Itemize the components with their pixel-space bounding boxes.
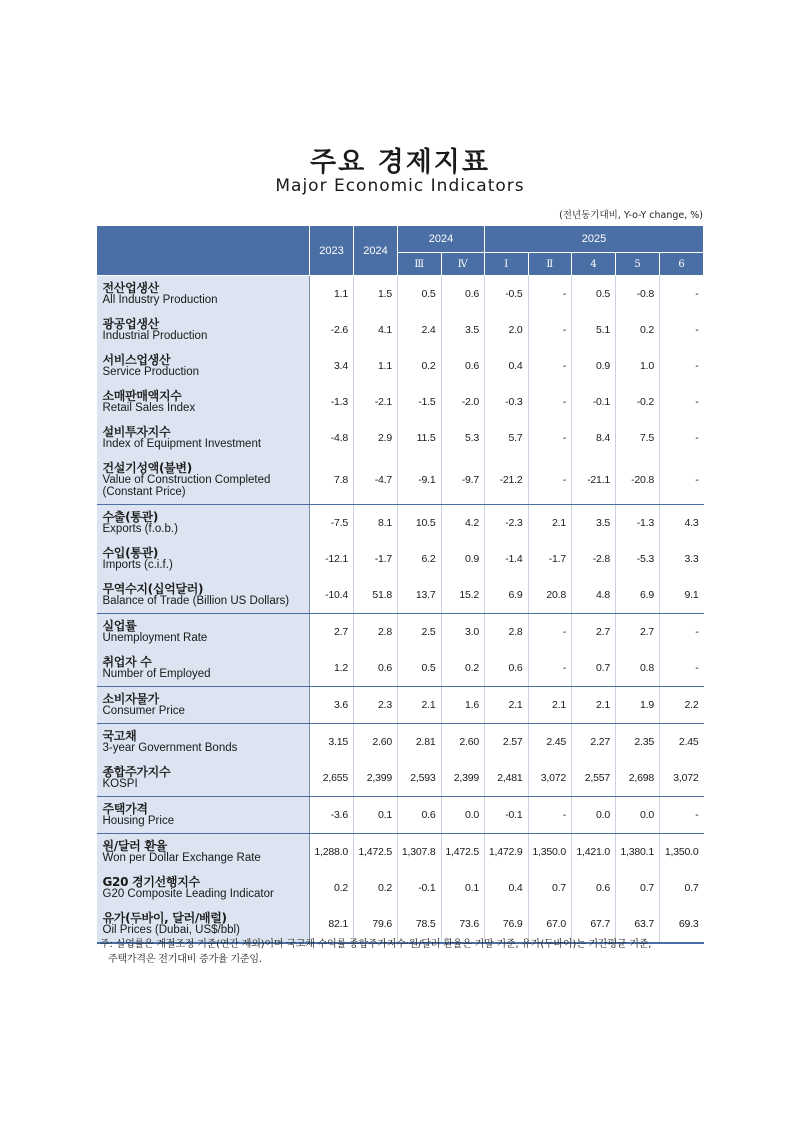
value-cell: 2.9	[354, 420, 398, 456]
value-cell: -2.8	[572, 541, 616, 577]
value-cell: -	[528, 797, 572, 834]
header-2025-m5: 5	[616, 253, 660, 276]
value-cell: -	[695, 396, 699, 408]
row-label-english: Housing Price	[102, 815, 175, 828]
value-cell: 20.8	[528, 577, 572, 614]
value-cell: 2.8	[485, 614, 529, 651]
row-label	[97, 687, 310, 724]
value-cell: -2.3	[485, 505, 529, 542]
value-cell: 0.7	[684, 882, 699, 894]
header-label-corner	[97, 226, 310, 276]
value-cell: 1.2	[310, 650, 354, 687]
value-cell: 0.9	[441, 541, 485, 577]
value-cell: 0.7	[528, 870, 572, 906]
value-cell: -12.1	[310, 541, 354, 577]
value-cell: 0.5	[398, 650, 442, 687]
value-cell: 2.3	[354, 687, 398, 724]
row-label-english: Retail Sales Index	[102, 402, 196, 415]
value-cell: -5.3	[616, 541, 660, 577]
value-cell: 15.2	[441, 577, 485, 614]
value-cell: 2,557	[572, 760, 616, 797]
row-label-korean: 광공업생산	[102, 316, 159, 331]
value-cell: 69.3	[660, 906, 704, 943]
value-cell: 2.45	[678, 736, 699, 748]
value-cell: -20.8	[616, 456, 660, 505]
value-cell: 1,350.0	[664, 846, 699, 858]
value-cell: 3.15	[310, 724, 354, 761]
value-cell: 2,593	[398, 760, 442, 797]
value-cell: 2,698	[616, 760, 660, 797]
row-label	[97, 541, 310, 577]
row-label-korean: 서비스업생산	[102, 352, 171, 367]
value-cell: -1.7	[354, 541, 398, 577]
value-cell: -	[528, 348, 572, 384]
footnote	[100, 937, 712, 967]
value-cell: 2.2	[660, 687, 704, 724]
row-label	[97, 505, 310, 542]
row-label-korean: 유가(두바이, 달러/배럴)	[102, 910, 227, 925]
value-cell: 0.5	[572, 276, 616, 313]
table-row	[97, 870, 704, 906]
value-cell: -	[528, 384, 572, 420]
value-cell: -	[695, 360, 699, 372]
page-title: 주요 경제지표	[310, 147, 490, 178]
value-cell: 3.5	[572, 505, 616, 542]
row-label	[97, 760, 310, 797]
value-cell: 2.7	[572, 614, 616, 651]
value-cell: -0.2	[616, 384, 660, 420]
value-cell: -0.5	[485, 276, 529, 313]
value-cell: -9.1	[398, 456, 442, 505]
row-label	[97, 614, 310, 651]
value-cell: -	[695, 324, 699, 336]
value-cell: -	[660, 456, 704, 505]
value-cell: -2.1	[354, 384, 398, 420]
value-cell: 76.9	[485, 906, 529, 943]
table-row	[97, 577, 704, 614]
value-cell: 3.4	[310, 348, 354, 384]
row-label-english-cont: (Constant Price)	[102, 486, 186, 499]
table-row	[97, 760, 704, 797]
row-label-english: Won per Dollar Exchange Rate	[102, 852, 261, 865]
unit-note: (전년동기대비, Y-o-Y change, %)	[559, 210, 703, 221]
value-cell: 0.0	[616, 797, 660, 834]
header-2024-q4: Ⅳ	[441, 253, 485, 276]
row-label-korean: 설비투자지수	[102, 424, 171, 439]
value-cell: -0.3	[485, 384, 529, 420]
value-cell: 3,072	[660, 760, 704, 797]
row-label-english: All Industry Production	[102, 294, 218, 307]
value-cell: 3.3	[684, 553, 699, 565]
value-cell: 0.5	[398, 276, 442, 313]
header-2025-m6: 6	[660, 253, 704, 276]
value-cell: 0.0	[572, 797, 616, 834]
value-cell: 5.1	[572, 312, 616, 348]
value-cell: 1,472.9	[485, 834, 529, 871]
row-label	[97, 420, 310, 456]
value-cell: -3.6	[310, 797, 354, 834]
value-cell: 11.5	[398, 420, 442, 456]
row-label-english: KOSPI	[102, 778, 138, 791]
value-cell: 6.9	[616, 577, 660, 614]
value-cell: 3.6	[310, 687, 354, 724]
row-label	[97, 577, 310, 614]
value-cell: 7.5	[616, 420, 660, 456]
value-cell: -	[695, 288, 699, 300]
row-label	[97, 834, 310, 871]
value-cell: 2.8	[354, 614, 398, 651]
value-cell: -0.8	[616, 276, 660, 313]
value-cell: 2.1	[398, 687, 442, 724]
row-label-korean: 실업률	[102, 618, 137, 633]
header-2025-q2: Ⅱ	[528, 253, 572, 276]
value-cell: 0.6	[398, 797, 442, 834]
value-cell: -2.0	[441, 384, 485, 420]
row-label-korean: 수출(통관)	[102, 509, 159, 524]
value-cell: -21.1	[572, 456, 616, 505]
value-cell: 8.4	[572, 420, 616, 456]
value-cell: 73.6	[441, 906, 485, 943]
row-label-english: Service Production	[102, 366, 200, 379]
value-cell: -0.1	[485, 797, 529, 834]
indicators-table	[96, 225, 704, 944]
row-label-korean: G20 경기선행지수	[102, 874, 200, 889]
table-row	[97, 312, 704, 348]
value-cell: 2,655	[310, 760, 354, 797]
row-label-korean: 소비자물가	[102, 691, 159, 706]
value-cell: -21.2	[485, 456, 529, 505]
value-cell: -	[660, 797, 704, 834]
row-label-korean: 종합주가지수	[102, 764, 171, 779]
value-cell: 2.1	[528, 687, 572, 724]
row-label-korean: 무역수지(십억달러)	[102, 581, 204, 596]
value-cell: 67.7	[572, 906, 616, 943]
value-cell: 2.27	[572, 724, 616, 761]
value-cell: 1.0	[616, 348, 660, 384]
value-cell: 7.8	[310, 456, 354, 505]
row-label	[97, 650, 310, 687]
value-cell: -	[528, 312, 572, 348]
value-cell: 3.5	[441, 312, 485, 348]
value-cell: 0.8	[616, 650, 660, 687]
value-cell: 2,399	[441, 760, 485, 797]
footnote-line-2: 주택가격은 전기대비 증가율 기준임.	[108, 954, 262, 965]
row-label-korean: 국고채	[102, 728, 137, 743]
row-label	[97, 797, 310, 834]
value-cell: 2.57	[485, 724, 529, 761]
table-row	[97, 384, 704, 420]
value-cell: 1.5	[354, 276, 398, 313]
value-cell: 3,072	[528, 760, 572, 797]
value-cell: 1.6	[441, 687, 485, 724]
value-cell: -1.4	[485, 541, 529, 577]
value-cell: 0.6	[441, 348, 485, 384]
value-cell: -7.5	[310, 505, 354, 542]
value-cell: -4.7	[354, 456, 398, 505]
row-label-english: 3-year Government Bonds	[102, 742, 238, 755]
row-label	[97, 456, 310, 505]
table-row	[97, 456, 704, 505]
value-cell: -4.8	[310, 420, 354, 456]
value-cell: 3.0	[441, 614, 485, 651]
header-2025-m4: 4	[572, 253, 616, 276]
value-cell: 0.2	[354, 870, 398, 906]
value-cell: 82.1	[310, 906, 354, 943]
value-cell: -1.7	[528, 541, 572, 577]
row-label-english: Industrial Production	[102, 330, 208, 343]
table-row	[97, 797, 704, 834]
value-cell: 6.2	[398, 541, 442, 577]
row-label-english: Index of Equipment Investment	[102, 438, 262, 451]
table-row	[97, 348, 704, 384]
value-cell: -1.5	[398, 384, 442, 420]
value-cell: 0.2	[616, 312, 660, 348]
value-cell: 2.1	[485, 687, 529, 724]
row-label	[97, 870, 310, 906]
value-cell: 67.0	[528, 906, 572, 943]
value-cell: 10.5	[398, 505, 442, 542]
table-row	[97, 687, 704, 724]
value-cell: 1,307.8	[398, 834, 442, 871]
value-cell: 13.7	[398, 577, 442, 614]
row-label-korean: 전산업생산	[102, 280, 159, 295]
value-cell: 0.6	[441, 276, 485, 313]
value-cell: 1,472.5	[354, 834, 398, 871]
value-cell: 2.81	[398, 724, 442, 761]
page-subtitle: Major Economic Indicators	[275, 176, 525, 196]
row-label	[97, 276, 310, 313]
value-cell: 2,481	[485, 760, 529, 797]
table-row	[97, 276, 704, 313]
value-cell: -	[528, 420, 572, 456]
value-cell: 2.60	[354, 724, 398, 761]
value-cell: 0.6	[354, 650, 398, 687]
row-label	[97, 312, 310, 348]
value-cell: -10.4	[310, 577, 354, 614]
table-row	[97, 650, 704, 687]
header-year-2024: 2024	[354, 226, 398, 276]
value-cell: 0.9	[572, 348, 616, 384]
value-cell: 6.9	[485, 577, 529, 614]
row-label-english: Unemployment Rate	[102, 632, 208, 645]
table-row	[97, 614, 704, 651]
value-cell: 1.9	[616, 687, 660, 724]
row-label-english: Exports (f.o.b.)	[102, 523, 178, 536]
value-cell: 78.5	[398, 906, 442, 943]
header-group-2025: 2025	[485, 226, 704, 253]
row-label-english: Oil Prices (Dubai, US$/bbl)	[102, 924, 240, 937]
value-cell: 5.7	[485, 420, 529, 456]
row-label	[97, 724, 310, 761]
value-cell: -	[528, 650, 572, 687]
value-cell: 2.4	[398, 312, 442, 348]
header-year-2023: 2023	[310, 226, 354, 276]
value-cell: 2.0	[485, 312, 529, 348]
value-cell: 0.7	[616, 870, 660, 906]
value-cell: 4.3	[684, 517, 699, 529]
row-label-english: Consumer Price	[102, 705, 185, 718]
value-cell: -0.1	[398, 870, 442, 906]
value-cell: -0.1	[572, 384, 616, 420]
value-cell: 0.6	[572, 870, 616, 906]
value-cell: 0.2	[310, 870, 354, 906]
value-cell: -	[695, 626, 699, 638]
table-row	[97, 420, 704, 456]
value-cell: 0.2	[398, 348, 442, 384]
value-cell: -	[660, 650, 704, 687]
value-cell: 0.1	[441, 870, 485, 906]
value-cell: 2,399	[354, 760, 398, 797]
header-2025-q1: Ⅰ	[485, 253, 529, 276]
value-cell: 51.8	[354, 577, 398, 614]
value-cell: 4.1	[354, 312, 398, 348]
header-2024-q3: Ⅲ	[398, 253, 442, 276]
table-row	[97, 541, 704, 577]
row-label-korean: 원/달러 환율	[102, 838, 167, 853]
value-cell: 0.4	[485, 870, 529, 906]
value-cell: 0.1	[354, 797, 398, 834]
value-cell: 63.7	[616, 906, 660, 943]
row-label-korean: 취업자 수	[102, 654, 152, 669]
row-label-korean: 소매판매액지수	[102, 388, 182, 403]
value-cell: 5.3	[441, 420, 485, 456]
value-cell: -	[528, 456, 572, 505]
value-cell: 1,380.1	[616, 834, 660, 871]
value-cell: 1.1	[354, 348, 398, 384]
row-label-english: Value of Construction Completed	[102, 474, 271, 487]
row-label-korean: 주택가격	[102, 801, 148, 816]
header-group-2024: 2024	[398, 226, 485, 253]
value-cell: -2.6	[310, 312, 354, 348]
value-cell: 2.1	[572, 687, 616, 724]
row-label-english: G20 Composite Leading Indicator	[102, 888, 274, 901]
value-cell: -9.7	[441, 456, 485, 505]
value-cell: -	[528, 276, 572, 313]
value-cell: 2.1	[528, 505, 572, 542]
value-cell: -1.3	[616, 505, 660, 542]
value-cell: -	[528, 614, 572, 651]
row-label-english: Number of Employed	[102, 668, 211, 681]
value-cell: 8.1	[354, 505, 398, 542]
table-row	[97, 834, 704, 871]
value-cell: 1,288.0	[310, 834, 354, 871]
row-label-english: Imports (c.i.f.)	[102, 559, 173, 572]
value-cell: 2.7	[310, 614, 354, 651]
table-row	[97, 724, 704, 761]
value-cell: 9.1	[660, 577, 704, 614]
value-cell: 79.6	[354, 906, 398, 943]
value-cell: 2.5	[398, 614, 442, 651]
value-cell: 1,350.0	[528, 834, 572, 871]
row-label	[97, 384, 310, 420]
value-cell: 1,421.0	[572, 834, 616, 871]
value-cell: 0.4	[485, 348, 529, 384]
value-cell: 1,472.5	[441, 834, 485, 871]
row-label-english: Balance of Trade (Billion US Dollars)	[102, 595, 290, 608]
row-label-korean: 수입(통관)	[102, 545, 159, 560]
value-cell: 2.45	[528, 724, 572, 761]
value-cell: 0.6	[485, 650, 529, 687]
value-cell: 0.0	[441, 797, 485, 834]
indicators-body	[97, 276, 704, 944]
footnote-line-1: 주: 실업률은 계절조정 기준(연간 제외)이며 국고채 수익률·종합주가지수·원/달러 환율은 기말 기준, 유가(두바이)는 기간평균 기준,	[100, 939, 652, 950]
value-cell: -	[695, 432, 699, 444]
value-cell: 4.8	[572, 577, 616, 614]
value-cell: -1.3	[310, 384, 354, 420]
row-label-korean: 건설기성액(불변)	[102, 460, 192, 475]
value-cell: 2.7	[616, 614, 660, 651]
row-label	[97, 348, 310, 384]
value-cell: 0.2	[441, 650, 485, 687]
value-cell: 4.2	[441, 505, 485, 542]
value-cell: 2.35	[616, 724, 660, 761]
value-cell: 2.60	[441, 724, 485, 761]
value-cell: 0.7	[572, 650, 616, 687]
table-row	[97, 505, 704, 542]
value-cell: 1.1	[310, 276, 354, 313]
